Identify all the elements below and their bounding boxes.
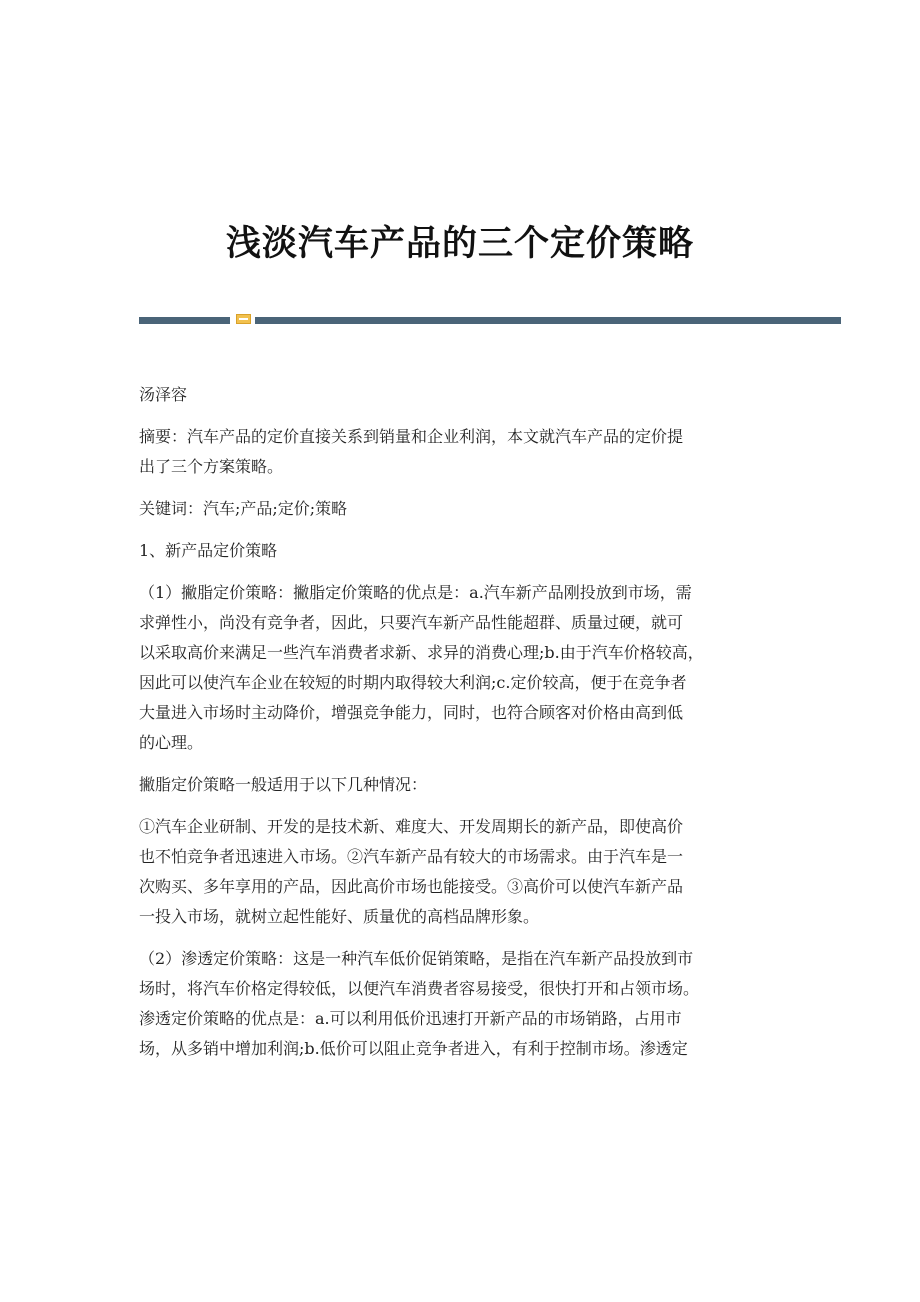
paragraph-penetration-pricing: （2）渗透定价策略：这是一种汽车低价促销策略，是指在汽车新产品投放到市 场时，将汽车价格定得较低，以便汽车消费者容易接受，很快打开和占领市场。 渗透定价策略的优点是：a.可以利用低价迅速打开新产品的市场销路，占用市 场，从多销中增加利润;b.低价可以阻止竞争者进入，有利于控制市场。渗透定 bbox=[139, 949, 700, 1058]
author: 汤泽容 bbox=[139, 385, 188, 404]
document-body bbox=[139, 380, 791, 1064]
divider-bar-right bbox=[255, 317, 841, 324]
divider-bar-left bbox=[139, 317, 230, 324]
document-title: 浅淡汽车产品的三个定价策略 bbox=[225, 223, 694, 265]
title-divider bbox=[139, 313, 841, 325]
paragraph-conditions: ①汽车企业研制、开发的是技术新、难度大、开发周期长的新产品，即使高价 也不怕竞争者迅速进入市场。②汽车新产品有较大的市场需求。由于汽车是一 次购买、多年享用的产品，因此高价市场也能接受。③高价可以使汽车新产品 一投入市场，就树立起性能好、质量优的高档品牌形象。 bbox=[139, 817, 684, 926]
paragraph-skimming-pricing: （1）撇脂定价策略：撇脂定价策略的优点是：a.汽车新产品刚投放到市场，需 求弹性小，尚没有竞争者，因此，只要汽车新产品性能超群、质量过硬，就可 以采取高价来满足一些汽车消费者求新、求异的消费心理;b.由于汽车价格较高， 因此可以使汽车企业在较短的时期内取得较大利润;c.定价较高，便于在竞争者 大量进入市场时主动降价，增强竞争能力，同时，也符合顾客对价格由高到低 的心理。 bbox=[139, 583, 704, 752]
paragraph-applicable-intro: 撇脂定价策略一般适用于以下几种情况： bbox=[139, 775, 428, 794]
section-heading: 1、新产品定价策略 bbox=[139, 541, 278, 560]
abstract: 摘要：汽车产品的定价直接关系到销量和企业利润，本文就汽车产品的定价提 出了三个方案策略。 bbox=[139, 427, 684, 476]
divider-ornament-icon bbox=[236, 314, 251, 324]
keywords: 关键词：汽车;产品;定价;策略 bbox=[139, 499, 348, 518]
